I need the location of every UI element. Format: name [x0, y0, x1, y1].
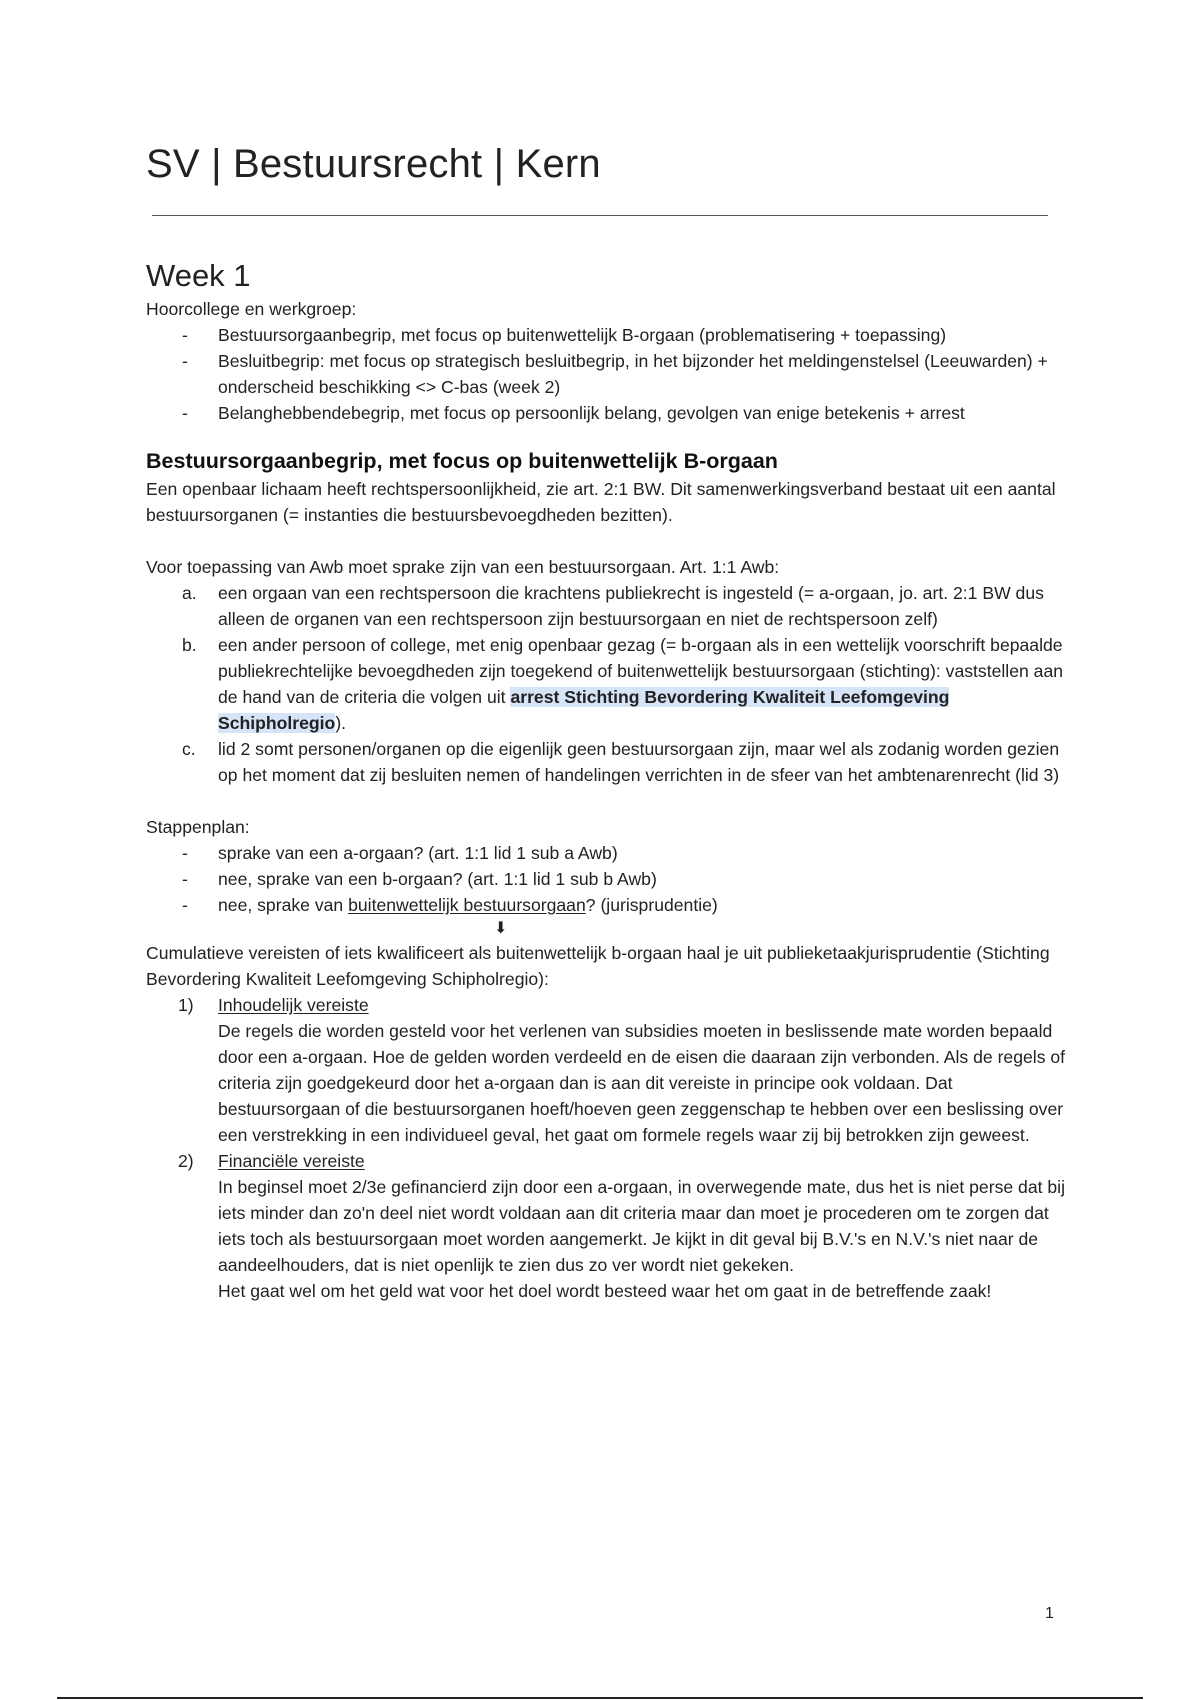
requirement-body: In beginsel moet 2/3e gefinancierd zijn door een a-orgaan, in overwegende mate, dus het is niet perse dat bij iets minder dan zo'n deel niet wordt voldaan aan dit criteria maar dan moet je procederen om te zorgen dat iets toch als bestuursorgaan moet worden aangemerkt. Je kijkt in dit geval bij B.V.'s en N.V.'s niet naar de aandeelhouders, dat is niet openlijk te zien dus zo ver wordt niet gekeken.	[218, 1177, 1065, 1275]
bullet-dash: -	[182, 403, 188, 423]
list-item-text: een ander persoon of college, met enig openbaar gezag (= b-orgaan als in een wettelijk voorschrift bepaalde publiekrechtelijke bevoegdheden zijn toegekend of buitenwettelijk bestuursorgaan (stichting): vaststellen aan de hand van de criteria die volgen uit	[218, 635, 1064, 707]
list-item-text: lid 2 somt personen/organen op die eigenlijk geen bestuursorgaan zijn, maar wel als zodanig worden gezien op het moment dat zij besluiten nemen of handelingen verrichten in de sfeer van het ambtenarenrecht (lid 3)	[218, 739, 1060, 785]
requirement-title: Financiële vereiste	[218, 1151, 365, 1171]
list-item-text: sprake van een a-orgaan? (art. 1:1 lid 1 sub a Awb)	[218, 843, 618, 863]
steps-list	[146, 840, 1066, 918]
highlighted-case-reference: arrest Stichting Bevordering Kwaliteit Leefomgeving Schipholregio	[218, 687, 950, 733]
bullet-dash: -	[182, 351, 188, 371]
list-item	[146, 892, 1066, 918]
list-marker: 1)	[178, 995, 194, 1015]
list-item-suffix: ? (jurisprudentie)	[585, 895, 718, 915]
arrow-down-icon: ⬇	[494, 920, 508, 937]
cumulative-text: Cumulatieve vereisten of iets kwalificeert als buitenwettelijk b-orgaan haal je uit publieketaakjurisprudentie (Stichting Bevordering Kwaliteit Leefomgeving Schipholregio):	[146, 943, 1050, 989]
awb-intro: Voor toepassing van Awb moet sprake zijn van een bestuursorgaan. Art. 1:1 Awb:	[146, 557, 780, 577]
bullet-dash: -	[182, 843, 188, 863]
underlined-term: buitenwettelijk bestuursorgaan	[348, 895, 586, 915]
bullet-dash: -	[182, 325, 188, 345]
list-item	[146, 580, 1066, 632]
list-item	[146, 1148, 1066, 1304]
awb-criteria-list	[146, 580, 1066, 788]
page-bottom-divider	[57, 1697, 1143, 1699]
list-item	[146, 840, 1066, 866]
list-item	[146, 992, 1066, 1148]
page-number: 1	[1045, 1605, 1054, 1622]
list-item	[146, 632, 1066, 736]
list-item	[146, 400, 1066, 426]
list-item	[146, 322, 1066, 348]
list-item-text: Belanghebbendebegrip, met focus op persoonlijk belang, gevolgen van enige betekenis + arrest	[218, 403, 965, 423]
week-topics-list	[146, 322, 1066, 426]
list-marker: b.	[182, 635, 197, 655]
list-item-text: Bestuursorgaanbegrip, met focus op buitenwettelijk B-orgaan (problematisering + toepassing)	[218, 325, 947, 345]
bullet-dash: -	[182, 869, 188, 889]
requirements-list	[146, 992, 1066, 1304]
week-intro: Hoorcollege en werkgroep:	[146, 299, 357, 319]
list-marker: a.	[182, 583, 197, 603]
week-heading: Week 1	[146, 258, 251, 293]
list-item-text: nee, sprake van een b-orgaan? (art. 1:1 lid 1 sub b Awb)	[218, 869, 657, 889]
requirement-body-extra: Het gaat wel om het geld wat voor het doel wordt besteed waar het om gaat in de betreffende zaak!	[218, 1281, 992, 1301]
list-item-text: Besluitbegrip: met focus op strategisch besluitbegrip, in het bijzonder het meldingenstelsel (Leeuwarden) + onderscheid beschikking <> C-bas (week 2)	[218, 351, 1048, 397]
list-item-suffix: ).	[335, 713, 347, 733]
steps-intro: Stappenplan:	[146, 817, 250, 837]
section-intro: Een openbaar lichaam heeft rechtspersoonlijkheid, zie art. 2:1 BW. Dit samenwerkingsverband bestaat uit een aantal bestuursorganen (= instanties die bestuursbevoegdheden bezitten).	[146, 479, 1056, 525]
list-item	[146, 348, 1066, 400]
list-item-text: een orgaan van een rechtspersoon die krachtens publiekrecht is ingesteld (= a-orgaan, jo. art. 2:1 BW dus alleen de organen van een rechtspersoon zijn bestuursorgaan en niet de rechtspersoon zelf)	[218, 583, 1044, 629]
section-heading: Bestuursorgaanbegrip, met focus op buitenwettelijk B-orgaan	[146, 449, 778, 473]
document-title: SV | Bestuursrecht | Kern	[146, 142, 601, 186]
bullet-dash: -	[182, 895, 188, 915]
title-divider	[152, 215, 1048, 216]
list-marker: c.	[182, 739, 196, 759]
requirement-title: Inhoudelijk vereiste	[218, 995, 369, 1015]
list-item-text: nee, sprake van	[218, 895, 349, 915]
list-marker: 2)	[178, 1151, 194, 1171]
requirement-body: De regels die worden gesteld voor het verlenen van subsidies moeten in beslissende mate worden bepaald door een a-orgaan. Hoe de gelden worden verdeeld en de eisen die daaraan zijn verbonden. Als de regels of criteria zijn goedgekeurd door het a-orgaan dan is aan dit vereiste in principe ook voldaan. Dat bestuursorgaan of die bestuursorganen hoeft/hoeven geen zeggenschap te hebben over een beslissing over een verstrekking in een individueel geval, het gaat om formele regels waar zij bij betrokken zijn geweest.	[218, 1021, 1066, 1145]
document-body	[146, 256, 1066, 1304]
list-item	[146, 736, 1066, 788]
list-item	[146, 866, 1066, 892]
